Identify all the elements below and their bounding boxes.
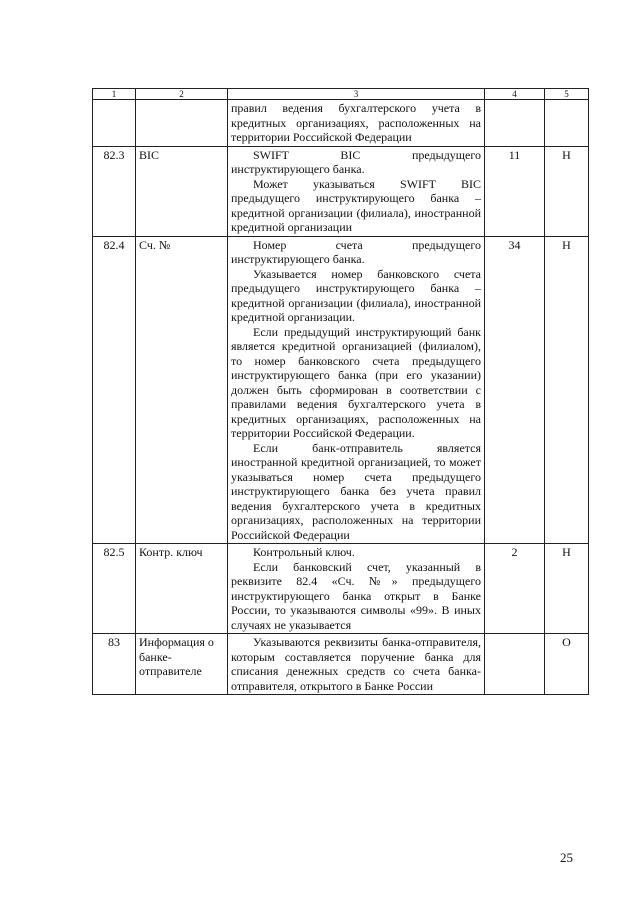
header-col-2: 2 [136,89,228,100]
field-requirement: Н [545,236,589,544]
field-length [485,634,545,695]
page-number: 25 [560,850,573,865]
field-requirement: О [545,634,589,695]
field-length [485,100,545,147]
row-number: 82.4 [93,236,136,544]
field-name: BIC [136,146,228,236]
field-description [228,146,485,236]
row-number [93,100,136,147]
field-requirement: Н [545,544,589,634]
field-length: 2 [485,544,545,634]
table-row [93,146,589,236]
description-paragraph: Номер счета предыдущего инструктирующего банка. [231,237,481,266]
header-col-4: 4 [485,89,545,100]
field-requirement [545,100,589,147]
field-length: 11 [485,146,545,236]
requisites-table [92,88,589,695]
table-row [93,634,589,695]
field-description [228,100,485,147]
header-col-5: 5 [545,89,589,100]
header-col-3: 3 [228,89,485,100]
description-paragraph: Если предыдущий инструктирующий банк является кредитной организацией (филиалом), то номер банковского счета предыдущего инструктирующего банка (при его указании) должен быть сформирован в соответствии с правилами ведения бухгалтерского учета в кредитных организациях, расположенных на территории Российской Федерации. [231,324,481,440]
description-paragraph: правил ведения бухгалтерского учета в кредитных организациях, расположенных на территории Российской Федерации [231,101,481,144]
row-number: 82.5 [93,544,136,634]
field-name: Сч. № [136,236,228,544]
header-col-1: 1 [93,89,136,100]
row-number: 83 [93,634,136,695]
table-row [93,100,589,147]
table-row [93,544,589,634]
field-description [228,236,485,544]
field-name: Контр. ключ [136,544,228,634]
row-number: 82.3 [93,146,136,236]
field-requirement: Н [545,146,589,236]
field-length: 34 [485,236,545,544]
field-description [228,634,485,695]
description-paragraph: Может указываться SWIFT BIC предыдущего инструктирующего банка – кредитной организации (филиала), иностранной кредитной организации [231,176,481,234]
description-paragraph: Контрольный ключ. [253,545,355,559]
header-row [93,89,589,100]
field-name [136,100,228,147]
field-name: Информация о банке-отправителе [136,634,228,695]
description-paragraph: Указывается номер банковского счета предыдущего инструктирующего банка – кредитной организации (филиала), иностранной кредитной организации. [231,266,481,324]
description-paragraph: Если банк-отправитель является иностранной кредитной организацией, то может указываться номер счета предыдущего инструктирующего банка без учета правил ведения бухгалтерского учета в кредитных организациях, расположенных на территории Российской Федерации [231,440,481,542]
field-description [228,544,485,634]
description-paragraph: SWIFT BIC предыдущего инструктирующего банка. [231,147,481,176]
description-paragraph: Указываются реквизиты банка-отправителя, которым составляется поручение банка для списания денежных средств со счета банка-отправителя, открытого в Банке России [231,635,481,693]
description-paragraph: Если банковский счет, указанный в реквизите 82.4 «Сч. №» предыдущего инструктирующего банка открыт в Банке России, то указываются символы «99». В иных случаях не указывается [231,559,481,632]
table-row [93,236,589,544]
